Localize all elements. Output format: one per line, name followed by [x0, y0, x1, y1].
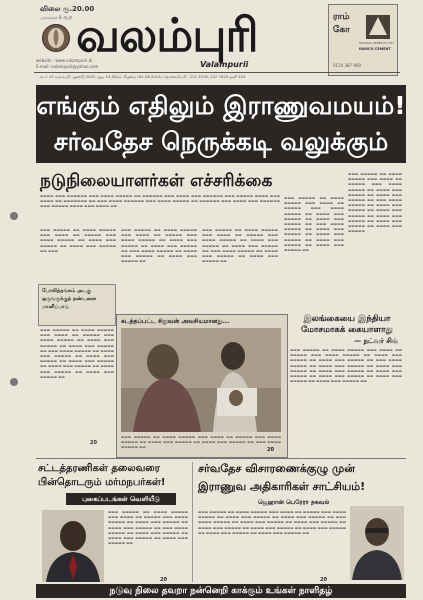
- ad-product: RAMCO CEMENT: [359, 47, 391, 51]
- column-rule: [192, 462, 193, 582]
- lead-subhead: நடுநிலையாளர்கள் எச்சரிக்கை: [40, 171, 273, 191]
- side-story-line-1: போலித்தங்கம் அடகு: [42, 288, 91, 294]
- lead-intro-text: ▬▬▬▬ ▬▬▬ ▬▬▬▬▬▬ ▬▬▬ ▬▬▬▬ ▬▬▬▬▬ ▬▬ ▬▬▬▬▬▬ ▬▬▬ ▬▬▬▬ ▬▬▬ ▬▬▬▬▬▬ ▬▬▬ ▬▬▬▬▬ ▬▬▬▬ ▬▬▬ ▬▬▬▬ ▬▬ ▬▬▬▬▬▬▬ ▬▬ ▬▬▬ ▬▬▬▬ ▬▬▬▬▬▬ ▬▬▬ ▬▬▬▬ ▬▬▬▬▬ ▬▬ ▬▬▬▬▬▬ ▬▬▬ ▬▬▬▬ ▬▬▬ ▬▬▬▬▬▬ ▬▬▬ ▬▬▬▬▬ ▬▬▬▬ ▬▬▬ ▬▬▬▬ ▬▬: [40, 194, 280, 209]
- side-story-box: [38, 284, 116, 326]
- date-line: சுடர் 15 வலம்புரி ஆண்டு 2045 ஆடி 19 திங்கட்கிழமை (04.08.2014) தொலைபேசி : 222 3378, 222 7829 ஒளி 229: [40, 74, 246, 79]
- inquiry-headline-2: இராணுவ அதிகாரிகள் சாட்சியம்!: [198, 480, 366, 493]
- binder-hole-top: [10, 212, 18, 220]
- photo-story-image: [121, 328, 281, 432]
- photos-released-badge: புகைப்படங்கள் வெளியீடு: [66, 493, 176, 505]
- lead-headline-2: சர்வதேச நெருக்கடி வலுக்கும்: [53, 127, 389, 156]
- photo-story-page-ref: 20: [267, 447, 274, 453]
- pages-label: பக்கங்கள் 8 பிரதி: [40, 15, 72, 20]
- lawyers-story-text: ▬▬▬ ▬▬▬▬▬ ▬▬ ▬▬▬▬ ▬▬▬▬▬ ▬▬▬ ▬▬▬▬ ▬▬ ▬▬▬▬▬ ▬▬▬ ▬▬▬▬ ▬▬▬▬▬ ▬▬ ▬▬▬▬ ▬▬▬ ▬▬▬▬▬ ▬▬ ▬▬▬▬ ▬▬▬ ▬▬▬▬▬ ▬▬ ▬▬▬ ▬▬▬▬ ▬▬▬▬▬ ▬▬ ▬▬▬▬ ▬▬▬ ▬▬▬▬▬ ▬▬ ▬▬▬▬ ▬▬▬ ▬▬▬▬▬ ▬▬ ▬▬▬▬ ▬▬▬ ▬▬▬▬▬ ▬▬: [108, 510, 188, 546]
- photo-story-caption: கடத்தப்பட்ட சிறுவன் அவசியமானது...: [121, 318, 230, 325]
- inquiry-story-text: ▬▬▬ ▬▬▬▬▬ ▬▬ ▬▬▬▬ ▬▬▬▬▬ ▬▬▬ ▬▬▬▬ ▬▬ ▬▬▬▬▬ ▬▬▬ ▬▬▬▬ ▬▬▬▬▬ ▬▬ ▬▬▬▬ ▬▬▬ ▬▬▬▬▬ ▬▬ ▬▬▬▬ ▬▬▬ ▬▬▬▬▬ ▬▬ ▬▬▬ ▬▬▬▬ ▬▬▬▬▬ ▬▬ ▬▬▬▬ ▬▬▬ ▬▬▬▬▬ ▬▬ ▬▬▬▬ ▬▬▬ ▬▬▬▬▬ ▬▬ ▬▬▬▬ ▬▬▬ ▬▬▬▬▬ ▬▬ ▬▬▬▬ ▬▬▬ ▬▬▬▬▬ ▬▬ ▬▬▬▬ ▬▬▬ ▬▬▬▬▬ ▬▬ ▬▬▬▬ ▬▬▬ ▬▬▬▬▬ ▬▬ ▬▬▬▬ ▬▬▬ ▬▬▬▬▬ ▬▬: [198, 510, 346, 535]
- cement-ad: [328, 4, 398, 76]
- photo-story-box: [116, 314, 288, 458]
- ad-phone: 0114 387 900: [333, 63, 361, 68]
- email-label: E-mail: valampurii@yahoo.com: [36, 64, 99, 69]
- india-quote: — நட்வர் சிங்: [354, 337, 398, 345]
- masthead-subtitle: Valampurii: [200, 60, 249, 69]
- india-story: [290, 314, 404, 456]
- masthead-rule: [34, 72, 400, 73]
- lawyers-headline-2: பின்தொடரும் மர்மநபர்கள்!: [38, 477, 166, 488]
- official-portrait: [350, 506, 404, 580]
- inquiry-headline-1: சர்வதேச விசாரணைக்குழு முன்: [198, 462, 355, 475]
- photo-story-text: ▬▬▬ ▬▬▬▬▬ ▬▬ ▬▬▬▬ ▬▬▬▬▬ ▬▬▬ ▬▬▬▬ ▬▬ ▬▬▬▬▬ ▬▬▬ ▬▬▬▬ ▬▬▬▬▬ ▬▬ ▬▬▬▬ ▬▬▬ ▬▬▬▬▬ ▬▬ ▬▬▬▬ ▬▬▬ ▬▬▬▬▬ ▬▬ ▬▬▬ ▬▬▬▬ ▬▬▬▬▬ ▬▬: [121, 435, 281, 450]
- ad-logo-icon: [363, 7, 393, 41]
- lead-headline-1: எங்கும் எதிலும் இராணுவமயம்!: [36, 91, 406, 120]
- binder-hole-bottom: [10, 378, 18, 386]
- side-story-line-3: மானிப்பாய்: [42, 304, 69, 310]
- conch-logo-icon: [42, 24, 70, 52]
- masthead-title: வலம்புரி: [76, 8, 258, 62]
- article-column-4: ▬▬▬ ▬▬▬▬▬ ▬▬ ▬▬▬▬ ▬▬▬▬▬ ▬▬▬ ▬▬▬▬ ▬▬ ▬▬▬▬▬ ▬▬▬ ▬▬▬▬ ▬▬▬▬▬ ▬▬ ▬▬▬▬ ▬▬▬ ▬▬▬▬▬ ▬▬ ▬▬▬▬ ▬▬▬ ▬▬▬▬▬ ▬▬ ▬▬▬ ▬▬▬▬ ▬▬▬▬▬ ▬▬ ▬▬▬▬ ▬▬▬ ▬▬▬▬▬ ▬▬ ▬▬▬▬ ▬▬▬ ▬▬▬▬▬ ▬▬ ▬▬▬▬ ▬▬▬ ▬▬▬▬▬ ▬▬ ▬▬▬▬ ▬▬▬ ▬▬▬▬▬ ▬▬: [284, 196, 344, 253]
- article-column-5: ▬▬▬ ▬▬▬▬▬ ▬▬ ▬▬▬▬ ▬▬▬▬▬ ▬▬▬ ▬▬▬▬ ▬▬ ▬▬▬▬▬ ▬▬▬ ▬▬▬▬ ▬▬▬▬▬ ▬▬ ▬▬▬▬ ▬▬▬ ▬▬▬▬▬ ▬▬ ▬▬▬▬ ▬▬▬ ▬▬▬▬▬ ▬▬ ▬▬▬ ▬▬▬▬ ▬▬▬▬▬ ▬▬ ▬▬▬▬ ▬▬▬ ▬▬▬▬▬ ▬▬ ▬▬▬▬ ▬▬▬ ▬▬▬▬▬ ▬▬ ▬▬▬▬ ▬▬▬ ▬▬▬▬▬ ▬▬ ▬▬▬▬ ▬▬▬ ▬▬▬▬▬ ▬▬ ▬▬▬▬ ▬▬▬ ▬▬▬▬▬: [348, 172, 402, 234]
- article-column-1: ▬▬▬ ▬▬▬▬▬ ▬▬ ▬▬▬▬ ▬▬▬▬▬ ▬▬▬ ▬▬▬▬ ▬▬ ▬▬▬▬▬ ▬▬▬ ▬▬▬▬ ▬▬▬▬▬ ▬▬ ▬▬▬▬ ▬▬▬ ▬▬▬▬▬ ▬▬ ▬▬▬▬ ▬▬▬ ▬▬▬▬▬ ▬▬ ▬▬▬: [40, 228, 116, 253]
- india-headline-1: இலங்கையை இந்தியா: [303, 314, 391, 324]
- ad-company: MADRAS CEMENTS LTD: [359, 41, 394, 45]
- side-story-text: ▬▬▬ ▬▬▬▬▬ ▬▬ ▬▬▬▬ ▬▬▬▬▬ ▬▬▬ ▬▬▬▬ ▬▬ ▬▬▬▬▬ ▬▬▬ ▬▬▬▬ ▬▬▬▬▬ ▬▬ ▬▬▬▬ ▬▬▬ ▬▬▬▬▬ ▬▬ ▬▬▬▬ ▬▬▬ ▬▬▬▬▬ ▬▬ ▬▬▬ ▬▬▬▬ ▬▬▬▬▬ ▬▬ ▬▬▬▬ ▬▬▬ ▬▬▬▬▬ ▬▬ ▬▬▬▬ ▬▬▬ ▬▬▬▬▬ ▬▬ ▬▬▬▬ ▬▬▬ ▬▬▬▬▬ ▬▬ ▬▬▬▬ ▬▬▬ ▬▬▬▬▬ ▬▬ ▬▬▬▬ ▬▬▬ ▬▬▬▬▬ ▬▬ ▬▬▬▬ ▬▬▬ ▬▬▬▬▬ ▬▬: [40, 328, 114, 379]
- footer-slogan: நடுவு நிலை தவறா நன்னெறி காக்கும் உங்கள் நாளிதழ்: [36, 584, 406, 598]
- price-label: விலை ரூ.20.00: [40, 5, 95, 13]
- page-ref-2: 20: [160, 577, 167, 583]
- website-label: website : www.valampurii.lk: [36, 58, 93, 63]
- inquiry-byline: ஜெஹான் பெரேரா தகவல்: [258, 499, 330, 506]
- section-rule: [36, 458, 406, 459]
- ad-brand-text: ராம் கோ: [333, 12, 350, 35]
- lead-banner: [36, 85, 406, 163]
- article-column-2: ▬▬▬ ▬▬▬▬▬ ▬▬ ▬▬▬▬ ▬▬▬▬▬ ▬▬▬ ▬▬▬▬ ▬▬ ▬▬▬▬▬ ▬▬▬ ▬▬▬▬ ▬▬▬▬▬ ▬▬ ▬▬▬▬ ▬▬▬ ▬▬▬▬▬ ▬▬ ▬▬▬▬ ▬▬▬ ▬▬▬▬▬ ▬▬ ▬▬▬ ▬▬▬▬ ▬▬▬▬▬ ▬▬ ▬▬▬▬ ▬▬▬ ▬▬▬▬▬ ▬▬ ▬▬▬▬ ▬▬▬ ▬▬▬▬▬ ▬▬: [121, 228, 197, 264]
- page-ref-3: 20: [320, 577, 327, 583]
- india-story-text: ▬▬▬ ▬▬▬▬▬ ▬▬ ▬▬▬▬ ▬▬▬▬▬ ▬▬▬ ▬▬▬▬ ▬▬ ▬▬▬▬▬ ▬▬▬ ▬▬▬▬ ▬▬▬▬▬ ▬▬ ▬▬▬▬ ▬▬▬ ▬▬▬▬▬ ▬▬ ▬▬▬▬ ▬▬▬ ▬▬▬▬▬ ▬▬ ▬▬▬ ▬▬▬▬ ▬▬▬▬▬ ▬▬ ▬▬▬▬ ▬▬▬ ▬▬▬▬▬ ▬▬ ▬▬▬▬ ▬▬▬ ▬▬▬▬▬ ▬▬ ▬▬▬▬ ▬▬▬ ▬▬▬▬▬ ▬▬ ▬▬▬▬ ▬▬▬ ▬▬▬▬▬ ▬▬ ▬▬▬▬ ▬▬▬ ▬▬▬▬▬ ▬▬ ▬▬▬▬ ▬▬▬ ▬▬▬▬▬ ▬▬ ▬▬▬▬ ▬▬▬ ▬▬▬▬▬ ▬▬: [290, 348, 402, 384]
- lawyer-portrait: [42, 510, 104, 582]
- page-ref-1: 20: [90, 440, 97, 446]
- india-headline-2: மோசமாகக் கையாளாது: [301, 325, 393, 335]
- article-column-3: ▬▬▬ ▬▬▬▬▬ ▬▬ ▬▬▬▬ ▬▬▬▬▬ ▬▬▬ ▬▬▬▬ ▬▬ ▬▬▬▬▬ ▬▬▬ ▬▬▬▬ ▬▬▬▬▬ ▬▬ ▬▬▬▬ ▬▬▬ ▬▬▬▬▬ ▬▬ ▬▬▬▬ ▬▬▬ ▬▬▬▬▬ ▬▬ ▬▬▬ ▬▬▬▬ ▬▬▬▬▬ ▬▬ ▬▬▬▬ ▬▬▬ ▬▬▬▬▬ ▬▬ ▬▬▬▬ ▬▬▬ ▬▬▬▬▬ ▬▬: [202, 228, 278, 264]
- side-story-line-2: ஒருவருக்குத் தண்டனை: [42, 296, 97, 302]
- lawyers-headline-1: சட்டத்தரணிகள் தலைவரை: [38, 463, 160, 474]
